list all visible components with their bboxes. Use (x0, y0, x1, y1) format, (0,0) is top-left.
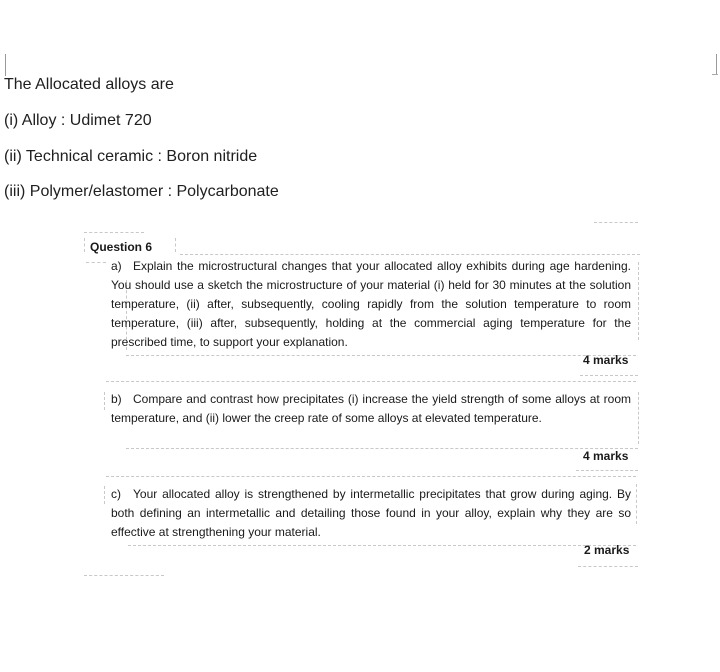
text-cursor-right (716, 54, 717, 74)
part-c-label: c) (111, 487, 121, 501)
question-part-b (111, 390, 631, 428)
question-part-a (111, 257, 631, 352)
polymer-line: (iii) Polymer/elastomer : Polycarbonate (4, 183, 279, 200)
alloy-line: (i) Alloy : Udimet 720 (4, 112, 152, 129)
part-a-label: a) (111, 259, 122, 273)
question-part-c (111, 485, 631, 542)
intro-heading: The Allocated alloys are (4, 76, 174, 93)
part-b-marks: 4 marks (583, 449, 629, 463)
cursor-foot (712, 74, 718, 75)
text-cursor-left (5, 54, 6, 76)
ceramic-line: (ii) Technical ceramic : Boron nitride (4, 148, 258, 165)
part-b-text: Compare and contrast how precipitates (i) increase the yield strength of some alloys at room temperature, and (ii) lower the creep rate of some alloys at elevated temperature. (111, 392, 631, 425)
part-c-marks: 2 marks (584, 543, 630, 557)
part-a-marks: 4 marks (583, 353, 629, 367)
question-title: Question 6 (90, 240, 153, 254)
part-b-label: b) (111, 392, 122, 406)
part-a-text: Explain the microstructural changes that your allocated alloy exhibits during age hardening. You should use a sketch the microstructure of your material (i) held for 30 minutes at the solution temperature, (ii) after, subsequently, cooling rapidly from the solution temperature to room temperature, (iii) after, subsequently, holding at the commercial aging temperature for the prescribed time, to support your explanation. (111, 259, 631, 349)
part-c-text: Your allocated alloy is strengthened by intermetallic precipitates that grow during aging. By both defining an intermetallic and detailing those found in your alloy, explain why they are so effective at strengthening your material. (111, 487, 631, 539)
